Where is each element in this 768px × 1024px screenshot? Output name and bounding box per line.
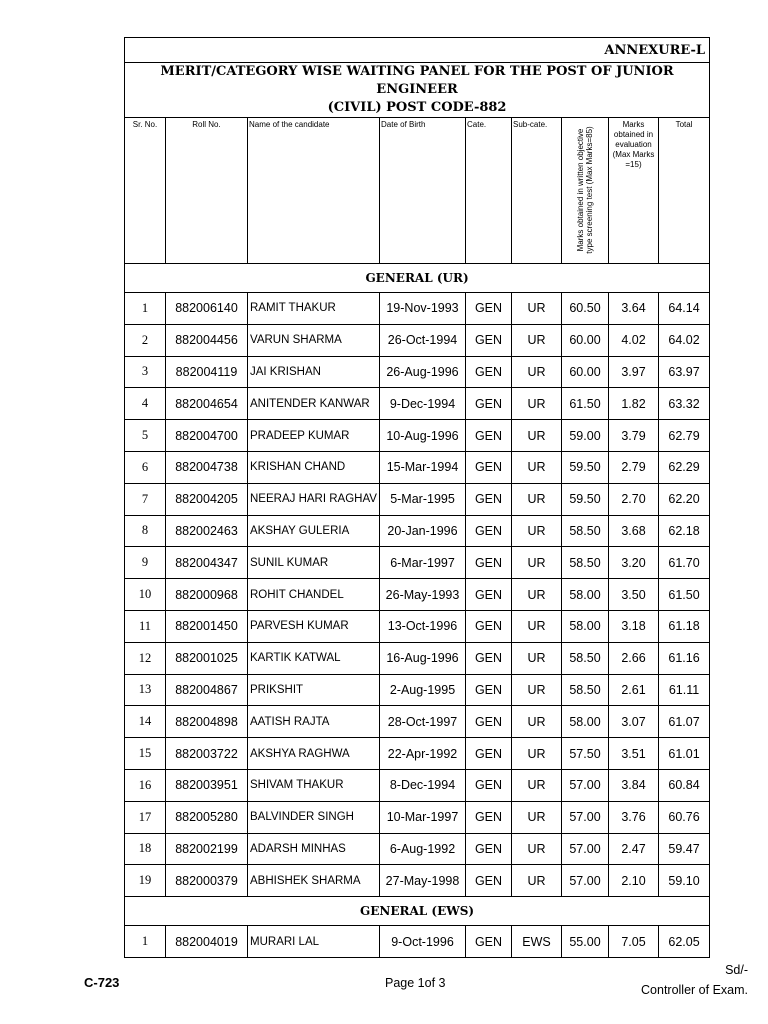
cell-category: GEN <box>466 674 512 706</box>
cell-roll-no: 882004898 <box>166 706 248 738</box>
signature-block <box>641 960 748 1000</box>
cell-evaluation-marks: 7.05 <box>609 926 659 958</box>
cell-sub-category: UR <box>512 483 562 515</box>
cell-total: 59.47 <box>659 833 710 865</box>
cell-candidate-name: AKSHYA RAGHWA <box>248 738 380 770</box>
signature-title: Controller of Exam. <box>641 983 748 997</box>
header-roll-no: Roll No. <box>166 118 248 264</box>
cell-candidate-name: ROHIT CHANDEL <box>248 579 380 611</box>
cell-total: 61.11 <box>659 674 710 706</box>
cell-candidate-name: PRIKSHIT <box>248 674 380 706</box>
cell-total: 60.76 <box>659 801 710 833</box>
cell-sub-category: UR <box>512 706 562 738</box>
cell-date-of-birth: 27-May-1998 <box>380 865 466 897</box>
cell-sr-no: 1 <box>125 926 166 958</box>
table-row <box>125 674 710 706</box>
cell-evaluation-marks: 2.10 <box>609 865 659 897</box>
cell-date-of-birth: 28-Oct-1997 <box>380 706 466 738</box>
cell-candidate-name: SUNIL KUMAR <box>248 547 380 579</box>
cell-evaluation-marks: 2.66 <box>609 642 659 674</box>
cell-evaluation-marks: 3.64 <box>609 293 659 325</box>
cell-roll-no: 882002463 <box>166 515 248 547</box>
cell-evaluation-marks: 3.50 <box>609 579 659 611</box>
cell-total: 64.14 <box>659 293 710 325</box>
cell-category: GEN <box>466 451 512 483</box>
cell-category: GEN <box>466 926 512 958</box>
cell-sr-no: 10 <box>125 579 166 611</box>
cell-total: 61.16 <box>659 642 710 674</box>
cell-total: 63.97 <box>659 356 710 388</box>
cell-sr-no: 17 <box>125 801 166 833</box>
cell-sr-no: 6 <box>125 451 166 483</box>
cell-sr-no: 8 <box>125 515 166 547</box>
cell-total: 64.02 <box>659 324 710 356</box>
cell-date-of-birth: 2-Aug-1995 <box>380 674 466 706</box>
cell-date-of-birth: 19-Nov-1993 <box>380 293 466 325</box>
cell-candidate-name: ABHISHEK SHARMA <box>248 865 380 897</box>
header-evaluation-marks: Marks obtained in evaluation (Max Marks =15) <box>609 118 659 264</box>
cell-sr-no: 15 <box>125 738 166 770</box>
header-candidate-name: Name of the candidate <box>248 118 380 264</box>
cell-sub-category: UR <box>512 610 562 642</box>
cell-sr-no: 3 <box>125 356 166 388</box>
cell-category: GEN <box>466 293 512 325</box>
cell-sub-category: UR <box>512 388 562 420</box>
cell-date-of-birth: 8-Dec-1994 <box>380 769 466 801</box>
header-category: Cate. <box>466 118 512 264</box>
cell-evaluation-marks: 3.79 <box>609 420 659 452</box>
cell-sub-category: UR <box>512 579 562 611</box>
cell-evaluation-marks: 2.79 <box>609 451 659 483</box>
cell-sr-no: 19 <box>125 865 166 897</box>
cell-roll-no: 882005280 <box>166 801 248 833</box>
cell-roll-no: 882000968 <box>166 579 248 611</box>
table-row <box>125 388 710 420</box>
cell-category: GEN <box>466 610 512 642</box>
annexure-label: ANNEXURE-L <box>125 38 710 63</box>
cell-candidate-name: PARVESH KUMAR <box>248 610 380 642</box>
cell-roll-no: 882001450 <box>166 610 248 642</box>
cell-written-marks: 58.50 <box>562 642 609 674</box>
cell-candidate-name: ADARSH MINHAS <box>248 833 380 865</box>
cell-category: GEN <box>466 769 512 801</box>
table-row <box>125 547 710 579</box>
cell-total: 61.18 <box>659 610 710 642</box>
cell-sub-category: UR <box>512 833 562 865</box>
cell-category: GEN <box>466 642 512 674</box>
cell-sr-no: 14 <box>125 706 166 738</box>
waiting-panel-sheet <box>124 37 709 958</box>
cell-candidate-name: NEERAJ HARI RAGHAV <box>248 483 380 515</box>
table-row <box>125 293 710 325</box>
cell-category: GEN <box>466 801 512 833</box>
cell-written-marks: 59.00 <box>562 420 609 452</box>
table-row <box>125 865 710 897</box>
cell-evaluation-marks: 3.68 <box>609 515 659 547</box>
cell-date-of-birth: 26-May-1993 <box>380 579 466 611</box>
title-line-1: MERIT/CATEGORY WISE WAITING PANEL FOR THE POST OF JUNIOR ENGINEER <box>160 64 674 97</box>
cell-sr-no: 5 <box>125 420 166 452</box>
cell-sub-category: UR <box>512 293 562 325</box>
cell-roll-no: 882004456 <box>166 324 248 356</box>
cell-total: 60.84 <box>659 769 710 801</box>
cell-category: GEN <box>466 388 512 420</box>
table-row <box>125 738 710 770</box>
cell-date-of-birth: 10-Mar-1997 <box>380 801 466 833</box>
cell-sr-no: 12 <box>125 642 166 674</box>
cell-sr-no: 13 <box>125 674 166 706</box>
cell-roll-no: 882004867 <box>166 674 248 706</box>
cell-candidate-name: KRISHAN CHAND <box>248 451 380 483</box>
cell-candidate-name: SHIVAM THAKUR <box>248 769 380 801</box>
cell-written-marks: 60.50 <box>562 293 609 325</box>
cell-roll-no: 882003722 <box>166 738 248 770</box>
cell-written-marks: 58.00 <box>562 610 609 642</box>
cell-written-marks: 57.50 <box>562 738 609 770</box>
cell-written-marks: 58.00 <box>562 706 609 738</box>
cell-total: 62.18 <box>659 515 710 547</box>
cell-sub-category: UR <box>512 420 562 452</box>
cell-category: GEN <box>466 356 512 388</box>
cell-sr-no: 16 <box>125 769 166 801</box>
table-row <box>125 801 710 833</box>
cell-written-marks: 58.50 <box>562 515 609 547</box>
page-number: Page 1of 3 <box>385 976 446 990</box>
cell-category: GEN <box>466 483 512 515</box>
cell-written-marks: 58.50 <box>562 674 609 706</box>
cell-evaluation-marks: 3.84 <box>609 769 659 801</box>
cell-written-marks: 57.00 <box>562 833 609 865</box>
cell-sub-category: UR <box>512 451 562 483</box>
cell-sub-category: UR <box>512 769 562 801</box>
cell-total: 62.29 <box>659 451 710 483</box>
cell-roll-no: 882003951 <box>166 769 248 801</box>
cell-evaluation-marks: 3.20 <box>609 547 659 579</box>
cell-sub-category: UR <box>512 324 562 356</box>
cell-total: 63.32 <box>659 388 710 420</box>
cell-evaluation-marks: 3.51 <box>609 738 659 770</box>
cell-category: GEN <box>466 833 512 865</box>
section-title: GENERAL (UR) <box>125 264 710 293</box>
cell-total: 61.07 <box>659 706 710 738</box>
cell-date-of-birth: 6-Aug-1992 <box>380 833 466 865</box>
cell-candidate-name: ANITENDER KANWAR <box>248 388 380 420</box>
title-line-2: (CIVIL) POST CODE-882 <box>327 100 507 115</box>
cell-evaluation-marks: 3.76 <box>609 801 659 833</box>
cell-sub-category: UR <box>512 865 562 897</box>
cell-roll-no: 882004700 <box>166 420 248 452</box>
header-date-of-birth: Date of Birth <box>380 118 466 264</box>
table-row <box>125 324 710 356</box>
cell-written-marks: 58.00 <box>562 579 609 611</box>
cell-category: GEN <box>466 706 512 738</box>
cell-total: 61.01 <box>659 738 710 770</box>
cell-date-of-birth: 20-Jan-1996 <box>380 515 466 547</box>
cell-candidate-name: BALVINDER SINGH <box>248 801 380 833</box>
cell-written-marks: 57.00 <box>562 769 609 801</box>
cell-written-marks: 61.50 <box>562 388 609 420</box>
cell-candidate-name: AKSHAY GULERIA <box>248 515 380 547</box>
header-written-marks <box>562 118 609 264</box>
cell-roll-no: 882006140 <box>166 293 248 325</box>
cell-total: 61.50 <box>659 579 710 611</box>
signature-sd: Sd/- <box>725 963 748 977</box>
cell-roll-no: 882004019 <box>166 926 248 958</box>
cell-candidate-name: PRADEEP KUMAR <box>248 420 380 452</box>
cell-category: GEN <box>466 579 512 611</box>
table-row <box>125 515 710 547</box>
cell-evaluation-marks: 4.02 <box>609 324 659 356</box>
table-row <box>125 706 710 738</box>
cell-roll-no: 882000379 <box>166 865 248 897</box>
cell-written-marks: 59.50 <box>562 451 609 483</box>
cell-sub-category: UR <box>512 356 562 388</box>
cell-date-of-birth: 5-Mar-1995 <box>380 483 466 515</box>
cell-written-marks: 57.00 <box>562 865 609 897</box>
cell-written-marks: 60.00 <box>562 356 609 388</box>
table-row <box>125 356 710 388</box>
cell-candidate-name: KARTIK KATWAL <box>248 642 380 674</box>
table-row <box>125 451 710 483</box>
cell-candidate-name: JAI KRISHAN <box>248 356 380 388</box>
header-sr-no: Sr. No. <box>125 118 166 264</box>
cell-category: GEN <box>466 515 512 547</box>
cell-total: 62.79 <box>659 420 710 452</box>
cell-roll-no: 882004205 <box>166 483 248 515</box>
cell-date-of-birth: 26-Aug-1996 <box>380 356 466 388</box>
cell-sub-category: UR <box>512 674 562 706</box>
cell-sr-no: 9 <box>125 547 166 579</box>
cell-sub-category: UR <box>512 801 562 833</box>
cell-written-marks: 59.50 <box>562 483 609 515</box>
cell-evaluation-marks: 3.97 <box>609 356 659 388</box>
header-sub-category: Sub-cate. <box>512 118 562 264</box>
cell-date-of-birth: 10-Aug-1996 <box>380 420 466 452</box>
cell-roll-no: 882004347 <box>166 547 248 579</box>
cell-category: GEN <box>466 738 512 770</box>
cell-written-marks: 57.00 <box>562 801 609 833</box>
cell-date-of-birth: 9-Dec-1994 <box>380 388 466 420</box>
section-header-row <box>125 897 710 926</box>
cell-date-of-birth: 6-Mar-1997 <box>380 547 466 579</box>
cell-date-of-birth: 9-Oct-1996 <box>380 926 466 958</box>
cell-sr-no: 4 <box>125 388 166 420</box>
cell-candidate-name: RAMIT THAKUR <box>248 293 380 325</box>
cell-evaluation-marks: 1.82 <box>609 388 659 420</box>
cell-sub-category: UR <box>512 515 562 547</box>
cell-evaluation-marks: 2.70 <box>609 483 659 515</box>
header-total: Total <box>659 118 710 264</box>
cell-date-of-birth: 15-Mar-1994 <box>380 451 466 483</box>
section-title: GENERAL (EWS) <box>125 897 710 926</box>
cell-written-marks: 58.50 <box>562 547 609 579</box>
cell-roll-no: 882004738 <box>166 451 248 483</box>
document-code: C-723 <box>84 975 120 990</box>
table-row <box>125 926 710 958</box>
table-row <box>125 610 710 642</box>
table-row <box>125 579 710 611</box>
cell-evaluation-marks: 2.61 <box>609 674 659 706</box>
cell-category: GEN <box>466 324 512 356</box>
cell-date-of-birth: 22-Apr-1992 <box>380 738 466 770</box>
page-title <box>125 63 710 118</box>
cell-date-of-birth: 26-Oct-1994 <box>380 324 466 356</box>
column-header-row <box>125 118 710 264</box>
cell-sr-no: 18 <box>125 833 166 865</box>
cell-roll-no: 882004119 <box>166 356 248 388</box>
cell-total: 62.20 <box>659 483 710 515</box>
cell-category: GEN <box>466 420 512 452</box>
merit-table <box>124 37 710 958</box>
cell-total: 59.10 <box>659 865 710 897</box>
cell-evaluation-marks: 3.18 <box>609 610 659 642</box>
section-header-row <box>125 264 710 293</box>
cell-sr-no: 7 <box>125 483 166 515</box>
header-written-marks-text: Marks obtained in written objective type screening test (Max Marks=85) <box>576 126 594 254</box>
cell-candidate-name: VARUN SHARMA <box>248 324 380 356</box>
cell-roll-no: 882001025 <box>166 642 248 674</box>
table-row <box>125 483 710 515</box>
cell-sr-no: 11 <box>125 610 166 642</box>
cell-date-of-birth: 13-Oct-1996 <box>380 610 466 642</box>
cell-roll-no: 882002199 <box>166 833 248 865</box>
cell-sub-category: UR <box>512 738 562 770</box>
table-row <box>125 420 710 452</box>
cell-candidate-name: MURARI LAL <box>248 926 380 958</box>
cell-sub-category: UR <box>512 642 562 674</box>
table-row <box>125 833 710 865</box>
cell-written-marks: 55.00 <box>562 926 609 958</box>
cell-roll-no: 882004654 <box>166 388 248 420</box>
cell-date-of-birth: 16-Aug-1996 <box>380 642 466 674</box>
cell-category: GEN <box>466 865 512 897</box>
cell-category: GEN <box>466 547 512 579</box>
cell-sub-category: EWS <box>512 926 562 958</box>
cell-sr-no: 2 <box>125 324 166 356</box>
cell-written-marks: 60.00 <box>562 324 609 356</box>
table-row <box>125 769 710 801</box>
cell-total: 62.05 <box>659 926 710 958</box>
cell-total: 61.70 <box>659 547 710 579</box>
cell-evaluation-marks: 2.47 <box>609 833 659 865</box>
cell-candidate-name: AATISH RAJTA <box>248 706 380 738</box>
cell-evaluation-marks: 3.07 <box>609 706 659 738</box>
cell-sub-category: UR <box>512 547 562 579</box>
table-row <box>125 642 710 674</box>
cell-sr-no: 1 <box>125 293 166 325</box>
